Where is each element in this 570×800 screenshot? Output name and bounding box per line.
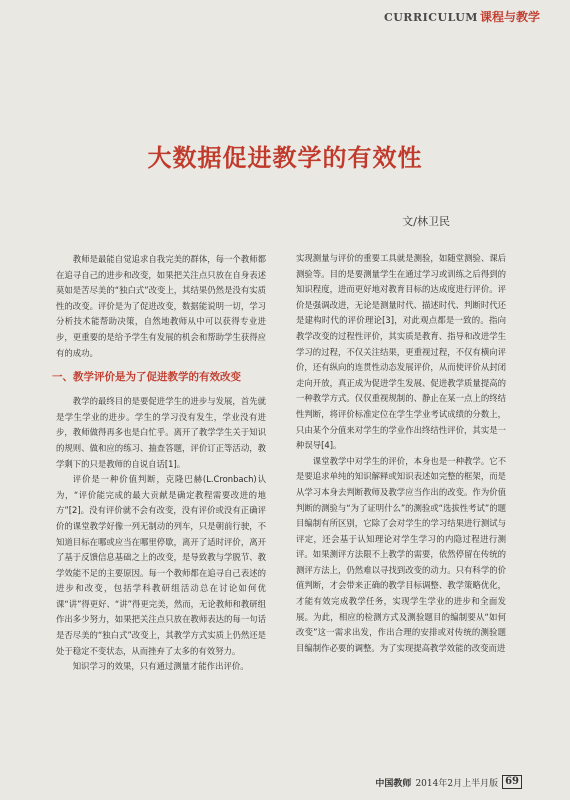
author-byline: 文/林卫民 [402,215,450,228]
paragraph: 评价是一种价值判断，克隆巴赫(L.Cronbach)认为，“评价能完成的最大贡献是确定教程需要改进的地方”[2]。没有评价就不会有改变，没有评价或没有正确评价的课堂教学好像一列无制动的列车，只是朝前行驶，不知道目标在哪或应当在哪里停歇，离开了适时评价，离开了基于反馈信息基础之上的改变，是导致教与学脱节、教学效能不足的主要原因。每一个教师都在追寻自己表述的进步和改变，包括学科教研组活动总在讨论如何优课“讲”得更好、“讲”得更完美，然而，无论教师和教研组作出多少努力，如果把关注点只放在教师表达的每一句话是否尽美的“独白式”改变上，其教学方式实质上仍然还是处于稳定不变状态，从而挫弃了太多的有效努力。 [56,474,266,656]
header-chinese: 课程与教学 [479,10,540,24]
paragraph: 课堂教学中对学生的评价，本身也是一种教学。它不是要追求单纯的知识解释或知识表述如完整的框架，而是从学习本身去判断教师及教学应当作出的改变。作为价值判断的测验与“为了证明什么”的测验或“选拔性考试”的题目编制有所区别，它除了会对学生的学习结果进行测试与评定，还会基于认知理论对学生学习的内隐过程进行测评。如果测评方法限不上教学的需要，依然停留在传统的测评方法上，仍然难以寻找到改变的动力。只有科学的价值判断，才会带来正确的教学目标调整、教学策略优化，才能有效完成教学任务，实现学生学业的进步和全面发展。为此，相应的检测方式及测验题目的编制要从“如何改变”这一需求出发，作出合理的安排或对传统的测验题目编制作必要的调整。为了实现提高教学效能的改变而进 [296,455,506,653]
paragraph: 知识学习的效果，只有通过测量才能作出评价。 [72,661,249,672]
left-column [52,252,266,675]
paragraph: 实现测量与评价的重要工具就是测验，如随堂测验、课后测验等。目的是要测量学生在通过学习或训练之后得到的知识程度，进而更好地对教育目标的达成度进行评价。评价是强调改进，无论是测量时代、描述时代、判断时代还是建构时代的评价理论[3]，对此观点都是一致的。指向教学改变的过程性评价，其实质是教育、指导和改进学生学习的过程，不仅关注结果，更重视过程，不仅有横向评价，还有纵向的连贯性动态发展评价，从而使评价从封闭走向开放，真正成为促进学生发展、促进教学质量提高的一种教学方式。仅仅重视规制的、静止在某一点上的终结性判断，将评价标准定位在学生学业考试成绩的分数上，只由某个分值来对学生的学业作出终结性评价，其实是一种误导[4]。 [296,253,506,451]
article-title: 大数据促进教学的有效性 [147,143,423,172]
page-footer [375,775,522,789]
running-header [384,8,540,25]
header-english: CURRICULUM [383,11,478,24]
issue-label: 2014年2月上半月版 [415,778,499,789]
paragraph: 教师是最能自觉追求自我完美的群体，每一个教师都在追寻自己的进步和改变，如果把关注点只放在自身表述莫如是苦尽美的“独白式”改变上，其结果仍然是没有实质性的改变。评价是为了促进改变，数据能说明一切，学习分析技术能帮助决策，自然地教师从中可以获得专业进步，更重要的是给予学生有发展的机会和帮助学生获得应有的成功。 [56,254,266,358]
right-column [296,251,506,656]
paragraph: 教学的最终目的是要促进学生的进步与发展，首先就是学生学业的进步。学生的学习没有发生，学业没有进步，教师做得再多也是白忙乎。离开了教学学生关于知识的规则、做和应的练习、抽查答题，评价订正等活动，教学剩下的只是教师的自说自话[1]。 [56,396,266,469]
section-heading: 一、教学评价是为了促进教学的有效改变 [52,371,241,384]
page-number: 69 [502,775,522,789]
publication-name: 中国教师 [375,778,412,789]
